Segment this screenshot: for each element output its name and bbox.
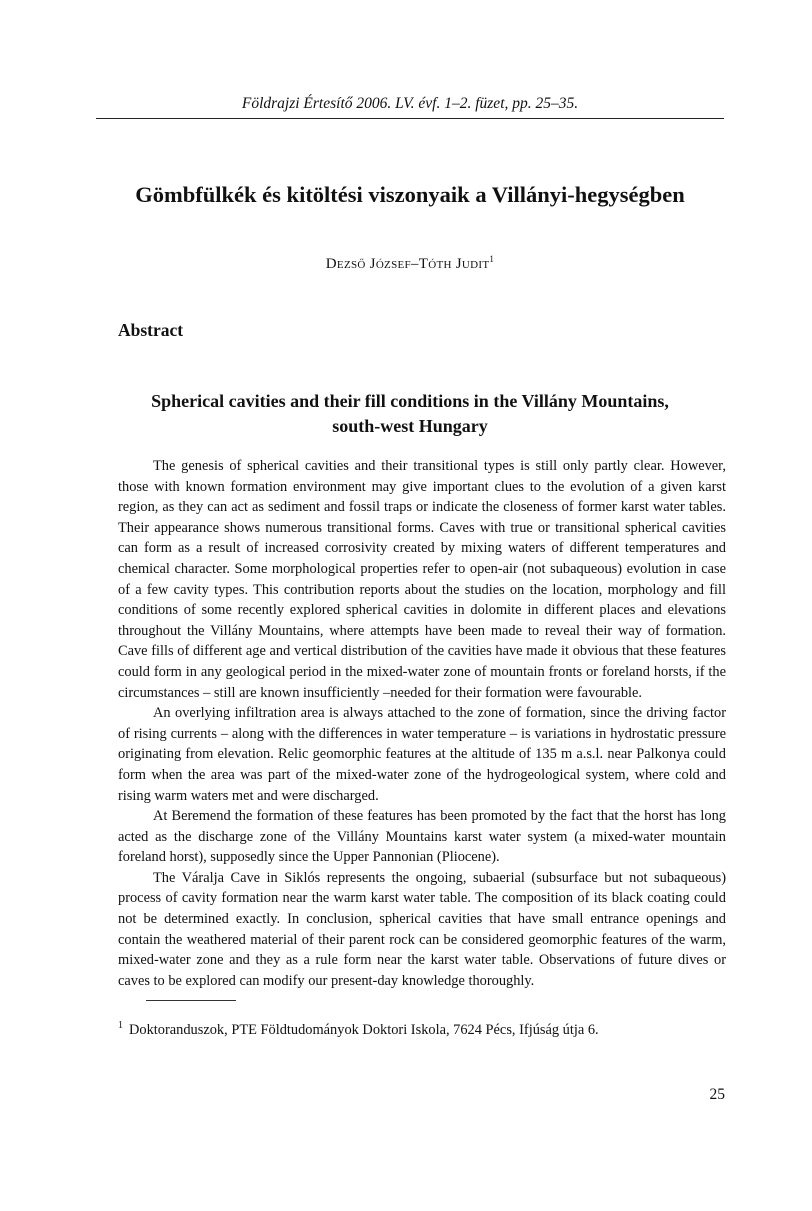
abstract-body <box>118 456 726 991</box>
english-title-line-1: Spherical cavities and their fill conditions in the Villány Mountains, <box>151 391 669 411</box>
abstract-paragraph-1: The genesis of spherical cavities and their transitional types is still only partly clear. However, those with known formation environment may give important clues to the evolution of a given karst region, as they can act as sediment and fossil traps or indicate the closeness of former karst water tables. Their appearance shows numerous transitional forms. Caves with true or transitional spherical cavities can form as a result of increased corrosivity created by mixing waters of different temperatures and chemical character. Some morphological properties refer to open-air (not subaqueous) evolution in case of a few cavity types. This contribution reports about the studies on the location, morphology and fill conditions of some recently explored spherical cavities in dolomite in different places and elevations throughout the Villány Mountains, where attempts have been made to reveal their way of formation. Cave fills of different age and vertical distribution of the cavities have made it obvious that these features could form in any geological period in the mixed-water zone of mountain fronts or foreland horsts, if the circumstances – still are known insufficiently –needed for their formation were favourable. <box>118 458 726 701</box>
author-names: Dezső József–Tóth Judit <box>325 256 490 272</box>
footnote-marker: 1 <box>118 1020 123 1031</box>
abstract-paragraph-4: The Váralja Cave in Siklós represents the ongoing, subaerial (subsurface but not subaqueous) process of cavity formation near the warm karst water table. The composition of its black coating could not be determined exactly. In conclusion, spherical cavities that have small entrance openings and contain the weathered material of their parent rock can be considered geomorphic features of the warm, mixed-water zone and they as a rule form near the karst water table. Observations of future dives or caves to be explored can modify our present-day knowledge thoroughly. <box>118 869 726 989</box>
english-title <box>96 389 724 439</box>
article-title: Gömbfülkék és kitöltési viszonyaik a Villányi-hegységben <box>135 182 685 207</box>
authors <box>60 254 760 273</box>
author-footnote-marker: 1 <box>489 254 495 264</box>
abstract-heading: Abstract <box>118 320 184 340</box>
abstract-paragraph-3: At Beremend the formation of these features has been promoted by the fact that the horst has long acted as the discharge zone of the Villány Mountains karst water system (a mixed-water mountain foreland horst), supposedly since the Upper Pannonian (Pliocene). <box>118 808 726 866</box>
header-rule <box>96 118 724 119</box>
footnote-text: Doktoranduszok, PTE Földtudományok Doktori Iskola, 7624 Pécs, Ifjúság útja 6. <box>129 1021 599 1038</box>
running-header: Földrajzi Értesítő 2006. LV. évf. 1–2. füzet, pp. 25–35. <box>241 95 579 112</box>
abstract-paragraph-2: An overlying infiltration area is always attached to the zone of formation, since the driving factor of rising currents – along with the differences in water temperature – is variations in hydrostatic pressure originating from elevation. Relic geomorphic features at the altitude of 135 m a.s.l. near Palkonya could form when the area was part of the mixed-water zone of the hydrogeological system, where cold and rising warm waters met and were discharged. <box>118 705 726 804</box>
page-number: 25 <box>709 1086 725 1103</box>
footnote <box>118 1016 738 1040</box>
footnote-rule <box>146 1000 236 1001</box>
english-title-line-2: south-west Hungary <box>332 416 488 436</box>
